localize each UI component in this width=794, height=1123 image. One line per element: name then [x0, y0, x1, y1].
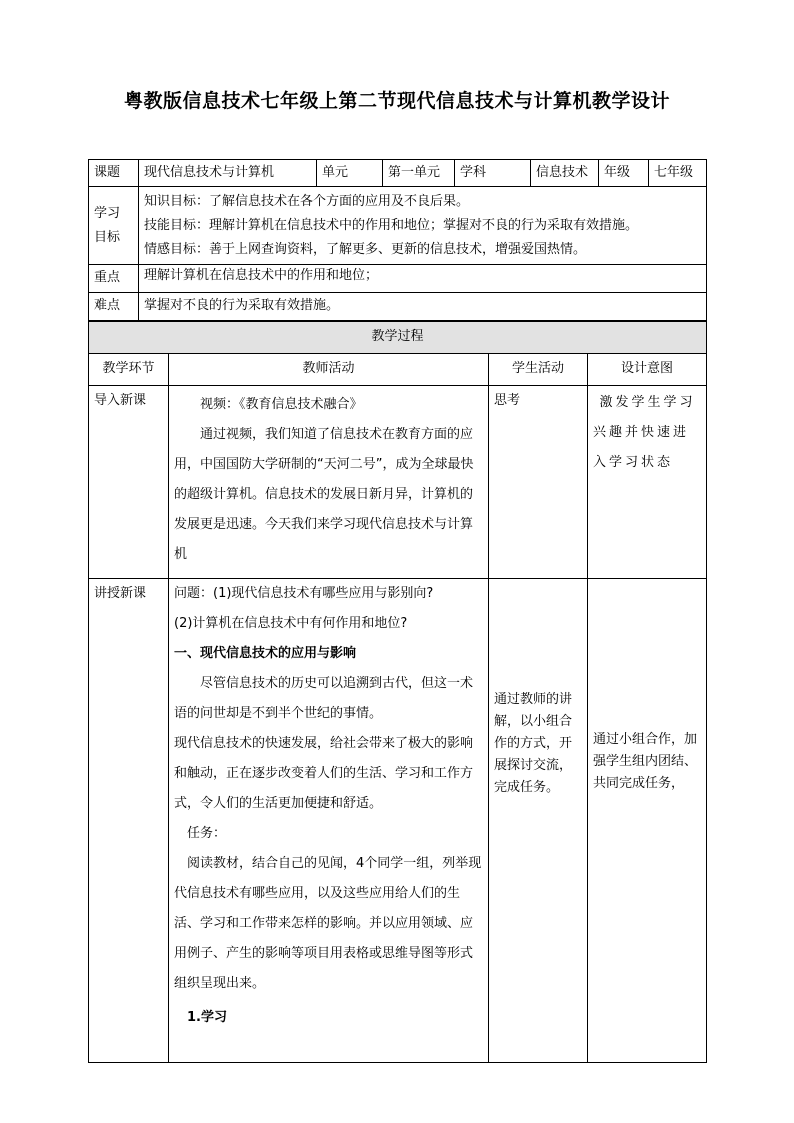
lecture-student-activity: 通过教师的讲解，以小组合作的方式，开展探讨交流，完成任务。	[489, 579, 588, 1063]
intro-row	[89, 386, 707, 579]
lecture-question-1: 问题：(1)现代信息技术有哪些应用与影别向?	[174, 586, 434, 601]
goals-list	[139, 187, 707, 265]
lecture-paragraph-impact: 现代信息技术的快速发展，给社会带来了极大的影响和触动，正在逐步改变着人们的生活、学习和工作方式，令人们的生活更加便捷和舒适。	[174, 736, 474, 811]
lecture-section-heading: 一、现代信息技术的应用与影响	[174, 646, 357, 661]
difficulty-label: 难点	[89, 293, 139, 321]
lecture-row	[89, 579, 707, 1063]
intro-stage: 导入新课	[89, 386, 169, 579]
difficulty-row	[89, 293, 707, 321]
lecture-task-label: 任务：	[187, 826, 227, 841]
intro-paragraph: 通过视频，我们知道了信息技术在教育方面的应用，中国国防大学研制的“天河二号”，成为全球最快的超级计算机。信息技术的发展日新月异，计算机的发展更是迅速。今天我们来学习现代信息技术与计算机	[174, 427, 474, 562]
lecture-teacher-activity	[169, 579, 489, 1063]
intro-design-intent: 激发学生学习兴趣并快速进入学习状态	[588, 386, 707, 579]
column-header-row	[89, 354, 707, 386]
lecture-question-2: (2)计算机在信息技术中有何作用和地位?	[174, 616, 408, 631]
lecture-paragraph-history: 尽管信息技术的历史可以追溯到古代，但这一术语的问世却是不到半个世纪的事情。	[174, 676, 474, 721]
lecture-design-intent: 通过小组合作，加强学生组内团结、共同完成任务，	[588, 579, 707, 1063]
goal-knowledge: 知识目标：了解信息技术在各个方面的应用及不良后果。	[144, 194, 470, 209]
intro-student-activity: 思考	[489, 386, 588, 579]
goal-skill: 技能目标：理解计算机在信息技术中的作用和地位；掌握对不良的行为采取有效措施。	[144, 218, 639, 233]
lecture-task-description: 阅读教材，结合自己的见闻，4个同学一组，列举现代信息技术有哪些应用，以及这些应用给人们的生活、学习和工作带来怎样的影响。并以应用领域、应用例子、产生的影响等项目用表格或思维导图等形式组织呈现出来。	[174, 856, 482, 991]
subject-value: 信息技术	[531, 160, 599, 187]
key-point-label: 重点	[89, 265, 139, 293]
key-point-value: 理解计算机在信息技术中的作用和地位；	[139, 265, 707, 293]
difficulty-value: 掌握对不良的行为采取有效措施。	[139, 293, 707, 321]
teaching-process-table	[88, 321, 707, 1063]
unit-label: 单元	[317, 160, 383, 187]
column-design: 设计意图	[588, 354, 707, 386]
goal-emotion: 情感目标：善于上网查询资料，了解更多、更新的信息技术，增强爱国热情。	[144, 242, 587, 257]
grade-label: 年级	[599, 160, 649, 187]
goals-row	[89, 187, 707, 265]
document-title: 粤教版信息技术七年级上第二节现代信息技术与计算机教学设计	[123, 90, 670, 112]
column-student: 学生活动	[489, 354, 588, 386]
process-header-row	[89, 322, 707, 354]
column-teacher: 教师活动	[169, 354, 489, 386]
intro-teacher-activity	[169, 386, 489, 579]
column-stage: 教学环节	[89, 354, 169, 386]
subject-label: 学科	[455, 160, 531, 187]
intro-video-line: 视频：《教育信息技术融合》	[200, 397, 363, 412]
lecture-stage: 讲授新课	[89, 579, 169, 1063]
grade-value: 七年级	[649, 160, 707, 187]
topic-label: 课题	[89, 160, 139, 187]
info-header-row	[89, 160, 707, 187]
key-point-row	[89, 265, 707, 293]
goals-label: 学习目标	[89, 187, 139, 265]
unit-value: 第一单元	[383, 160, 455, 187]
lecture-subheading: 1.学习	[187, 1010, 227, 1025]
topic-value: 现代信息技术与计算机	[139, 160, 317, 187]
lesson-info-table	[88, 159, 707, 321]
process-header: 教学过程	[89, 322, 707, 354]
